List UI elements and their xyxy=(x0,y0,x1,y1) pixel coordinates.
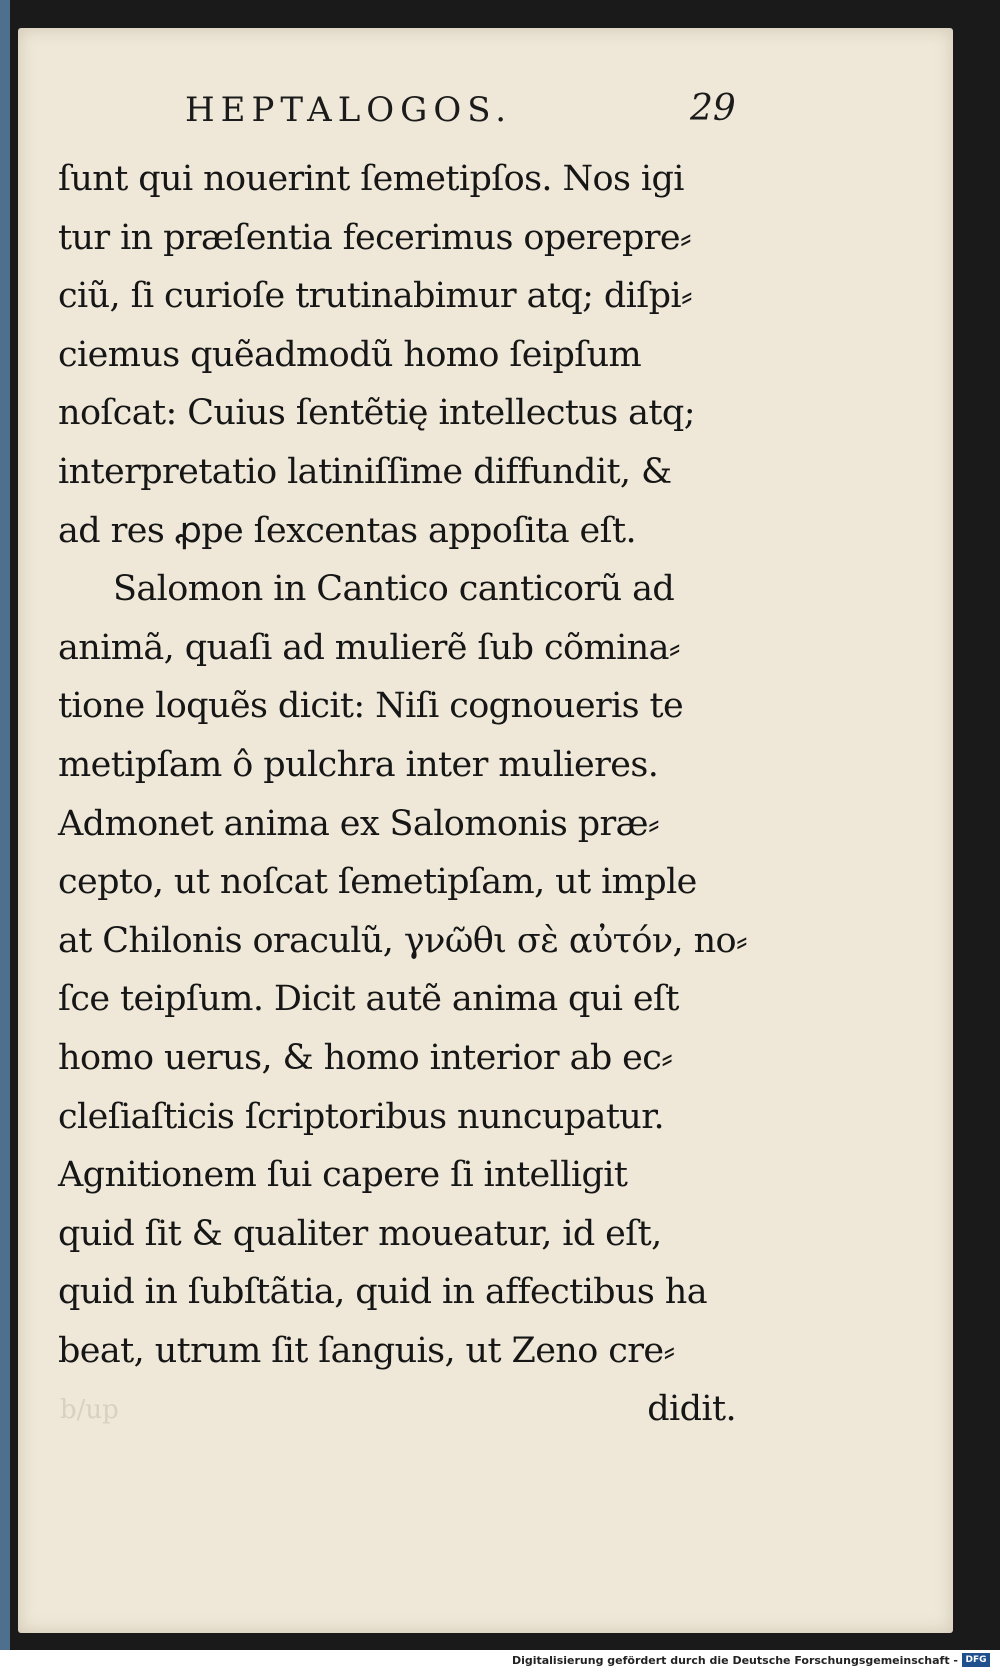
text-line: quid ſit & qualiter moueatur, id eſt, xyxy=(58,1213,662,1254)
running-head: HEPTALOGOS. xyxy=(185,90,513,130)
text-line: quid in ſubſtãtia, quid in affectibus ha xyxy=(58,1272,708,1313)
catchword: didit. xyxy=(647,1389,736,1430)
text-line: beat, utrum ſit ſanguis, ut Zeno cre⸗ xyxy=(58,1330,675,1371)
text-block xyxy=(58,150,748,1439)
text-line: Agnitionem ſui capere ſi intelligit xyxy=(58,1155,628,1196)
text-line: animã, quaſi ad mulierẽ ſub cõmina⸗ xyxy=(58,627,680,668)
text-line: at Chilonis oraculũ, γνῶθι σὲ αὐτόν, no⸗ xyxy=(58,920,748,961)
text-line: noſcat: Cuius ſentẽtię intellectus atq; xyxy=(58,393,695,434)
text-line: homo uerus, & homo interior ab ec⸗ xyxy=(58,1037,673,1078)
page-number: 29 xyxy=(690,88,736,129)
text-line: metipſam ô pulchra inter mulieres. xyxy=(58,744,659,785)
text-line: ſce teipſum. Dicit autẽ anima qui eſt xyxy=(58,979,679,1020)
dfg-logo[interactable]: DFG xyxy=(962,1653,990,1667)
text-line: cleſiaſticis ſcriptoribus nuncupatur. xyxy=(58,1096,665,1137)
text-line: Admonet anima ex Salomonis præ⸗ xyxy=(58,803,660,844)
text-line: ciũ, ſi curioſe trutinabimur atq; diſpi⸗ xyxy=(58,276,693,317)
text-line: tur in præſentia fecerimus operepre⸗ xyxy=(58,217,692,258)
paragraph-start-line: Salomon in Cantico canticorũ ad xyxy=(113,569,675,610)
bleed-through-text: b/up xyxy=(60,1395,119,1425)
text-line: ad res ꝓpe ſexcentas appoſita eſt. xyxy=(58,510,636,551)
text-line: ciemus quẽadmodũ homo ſeipſum xyxy=(58,334,642,375)
text-line: interpretatio latiniſſime diffundit, & xyxy=(58,451,672,492)
scan-edge-strip xyxy=(0,0,10,1650)
text-line: cepto, ut noſcat ſemetipſam, ut imple xyxy=(58,862,697,903)
text-line: ſunt qui nouerint ſemetipſos. Nos igi xyxy=(58,159,684,199)
text-line: tione loquẽs dicit: Niſi cognoueris te xyxy=(58,686,684,727)
funding-credit: Digitalisierung gefördert durch die Deutsche Forschungsgemeinschaft - xyxy=(511,1654,958,1667)
